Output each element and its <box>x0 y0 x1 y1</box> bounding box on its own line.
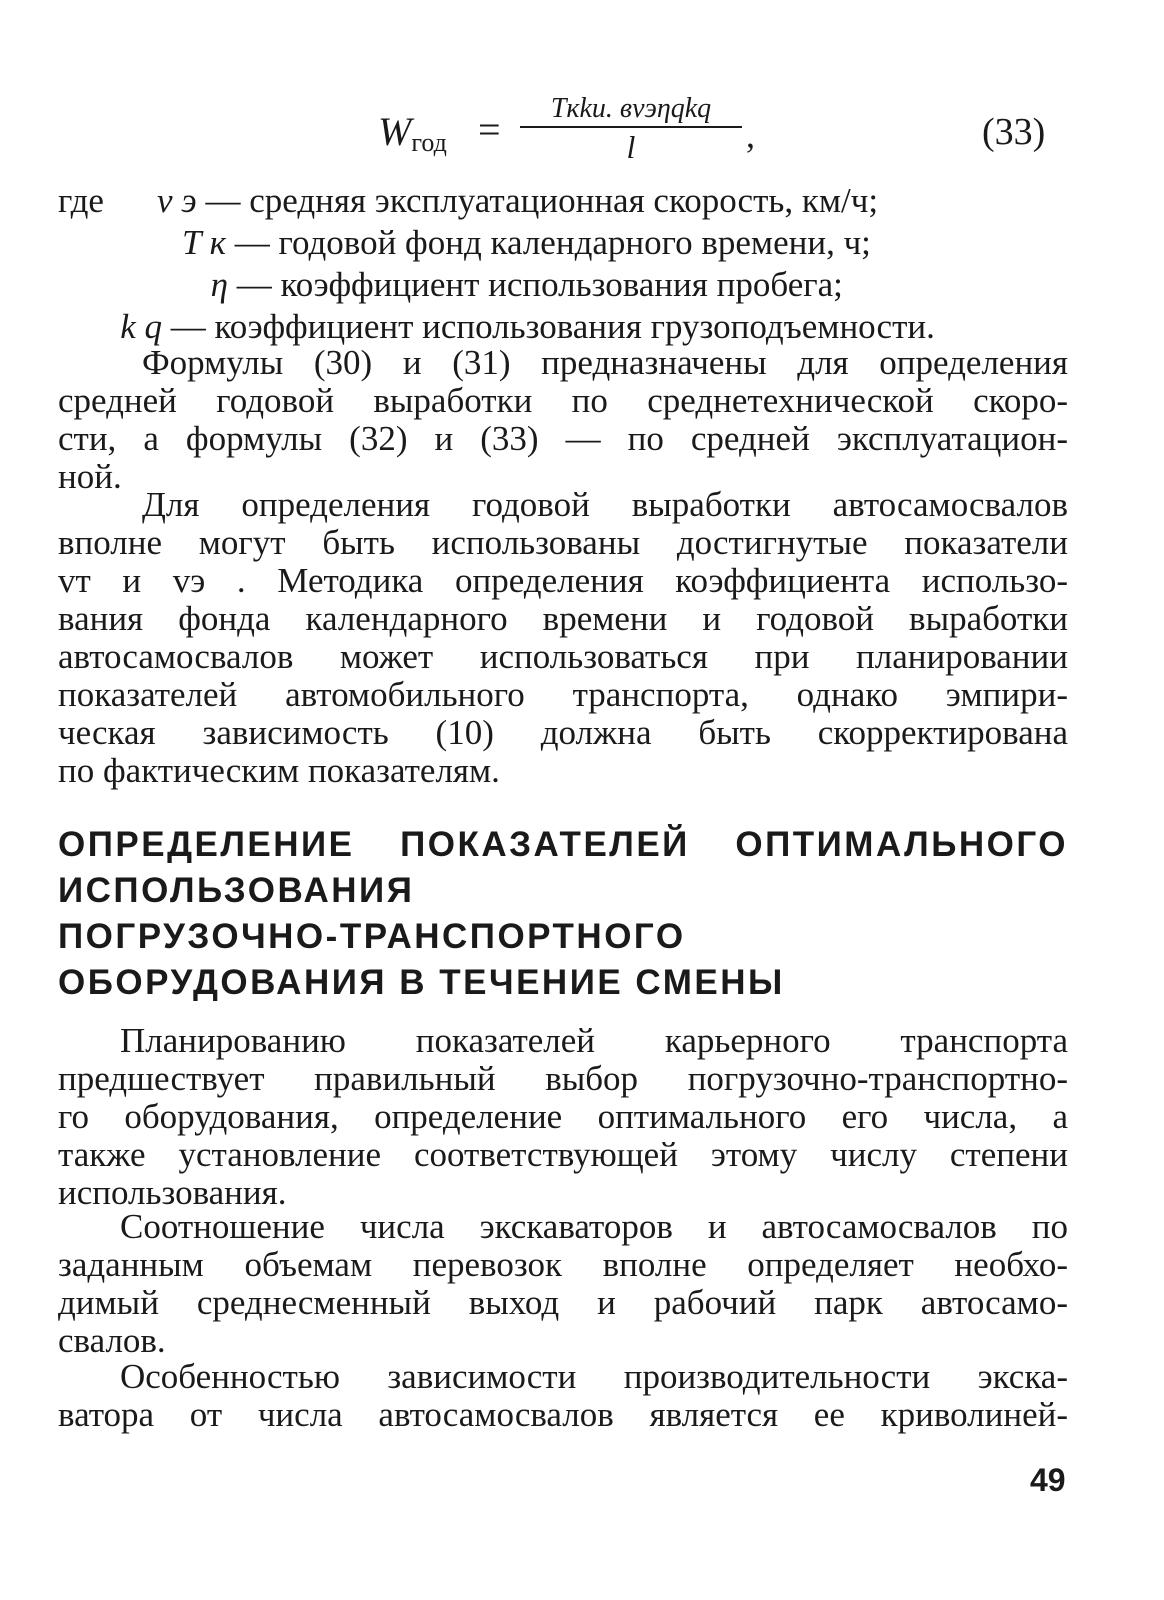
text-line: вания фонда календарного времени и годовой выработки <box>58 599 1068 638</box>
text-line: свалов. <box>58 1321 166 1360</box>
text-line: Для определения годовой выработки автосамосвалов <box>142 485 1068 524</box>
definition-row <box>58 180 1068 222</box>
text-line: Планированию показателей карьерного транспорта <box>120 1021 1068 1060</box>
definition-text: — коэффициент использования пробега; <box>236 265 843 304</box>
text-line: ватора от числа автосамосвалов является ее криволиней- <box>58 1395 1068 1434</box>
definition-text: — коэффициент использования грузоподъемности. <box>170 307 935 346</box>
paragraph-3 <box>58 1022 1068 1212</box>
definition-symbol: v э <box>157 181 197 220</box>
text-line: использования. <box>58 1173 287 1212</box>
formula-numerator: Tкkи. вvэηqkq <box>550 93 712 124</box>
paragraph-4 <box>58 1208 1068 1360</box>
text-line: вполне могут быть использованы достигнутые показатели <box>58 523 1068 562</box>
text-line: Формулы (30) и (31) предназначены для определения <box>142 343 1068 382</box>
text-line: по фактическим показателям. <box>58 751 500 790</box>
formula-lhs: $W_{год}$ <box>378 109 447 157</box>
formula-denominator: l <box>626 129 636 165</box>
text-line: Особенностью зависимости производительности экска- <box>120 1357 1068 1396</box>
text-line: предшествует правильный выбор погрузочно-транспортно- <box>58 1059 1068 1098</box>
text-line: заданным объемам перевозок вполне определяет необхо- <box>58 1245 1068 1284</box>
heading-line: ОБОРУДОВАНИЯ В ТЕЧЕНИЕ СМЕНЫ <box>58 963 785 1002</box>
formula-comma: , <box>746 115 755 155</box>
text-line: го оборудования, определение оптимального его числа, а <box>58 1097 1068 1136</box>
text-line: димый среднесменный выход и рабочий парк автосамо- <box>58 1283 1068 1322</box>
section-heading <box>58 822 1068 1006</box>
symbol-definitions <box>58 180 1068 348</box>
heading-line: ПОГРУЗОЧНО-ТРАНСПОРТНОГО <box>58 917 686 956</box>
text-line: средней годовой выработки по среднетехнической скоро- <box>58 381 1068 420</box>
text-line: ческая зависимость (10) должна быть скорректирована <box>58 713 1068 752</box>
definition-lead: где <box>58 181 104 220</box>
page-number: 49 <box>1030 1462 1066 1498</box>
formula-fraction <box>520 92 742 166</box>
heading-line: ОПРЕДЕЛЕНИЕ ПОКАЗАТЕЛЕЙ ОПТИМАЛЬНОГО <box>58 825 1068 864</box>
paragraph-1 <box>58 344 1068 496</box>
text-line: vт и vэ . Методика определения коэффициента использо- <box>58 561 1068 600</box>
definition-row <box>58 264 1068 306</box>
definition-text: — средняя эксплуатационная скорость, км/ч; <box>205 181 879 220</box>
text-line: ной. <box>58 457 122 496</box>
paragraph-5 <box>58 1358 1068 1434</box>
definition-symbol: k q <box>120 307 162 346</box>
text-line: автосамосвалов может использоваться при планировании <box>58 637 1068 676</box>
definition-symbol: η <box>210 265 228 304</box>
definition-symbol: T к <box>182 223 226 262</box>
text-line: сти, а формулы (32) и (33) — по средней эксплуатацион- <box>58 419 1068 458</box>
formula-number: (33) <box>982 111 1046 153</box>
text-line: показателей автомобильного транспорта, однако эмпири- <box>58 675 1068 714</box>
definition-text: — годовой фонд календарного времени, ч; <box>234 223 871 262</box>
formula-33 <box>0 92 1164 182</box>
definition-row <box>58 222 1068 264</box>
heading-line: ИСПОЛЬЗОВАНИЯ <box>58 871 415 910</box>
definition-row <box>58 306 1068 348</box>
formula-equals: = <box>478 107 501 152</box>
text-line: также установление соответствующей этому числу степени <box>58 1135 1068 1174</box>
paragraph-2 <box>58 486 1068 790</box>
text-line: Соотношение числа экскаваторов и автосамосвалов по <box>120 1207 1068 1246</box>
